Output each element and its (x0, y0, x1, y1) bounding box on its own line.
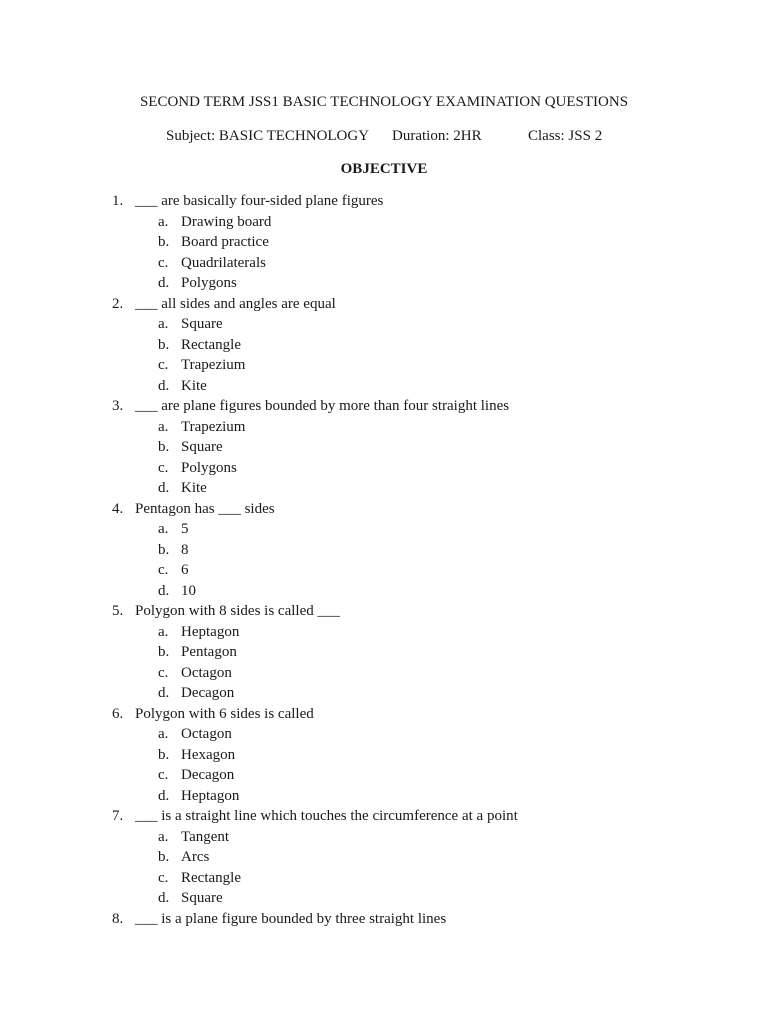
option-list (0, 622, 768, 704)
option-letter: b. (158, 541, 170, 558)
option-item (0, 663, 768, 684)
option-letter: a. (158, 213, 169, 230)
option-list (0, 417, 768, 499)
option-list (0, 827, 768, 909)
option-letter: b. (158, 644, 170, 660)
option-text: Kite (181, 377, 207, 394)
option-letter: c. (158, 459, 169, 476)
option-text: Octagon (181, 726, 232, 742)
question-number: 4. (112, 500, 124, 517)
option-letter: b. (158, 439, 170, 455)
question-row (0, 704, 768, 725)
question-number: 5. (112, 603, 124, 619)
option-text: Polygons (181, 275, 237, 291)
question-number: 8. (112, 910, 124, 927)
option-text: Heptagon (181, 787, 240, 804)
option-letter: c. (158, 254, 169, 271)
option-letter: b. (158, 336, 170, 353)
question-text: ___ are plane figures bounded by more than four straight lines (135, 398, 510, 414)
question-text: Pentagon has ___ sides (135, 500, 275, 517)
option-item (0, 786, 768, 807)
section-heading: OBJECTIVE (340, 161, 428, 177)
option-item (0, 355, 768, 376)
exam-title: SECOND TERM JSS1 BASIC TECHNOLOGY EXAMINATION QUESTIONS (139, 94, 629, 110)
option-item (0, 335, 768, 356)
option-text: Arcs (181, 849, 210, 865)
option-item (0, 437, 768, 458)
option-item (0, 581, 768, 602)
option-letter: a. (158, 521, 169, 537)
question-row (0, 191, 768, 212)
option-letter: c. (158, 562, 169, 578)
question-row (0, 601, 768, 622)
option-letter: c. (158, 357, 169, 373)
question-text: Polygon with 6 sides is called (135, 705, 314, 722)
question-text: ___ is a plane figure bounded by three straight lines (135, 910, 447, 927)
option-letter: b. (158, 746, 170, 763)
option-text: Square (181, 316, 223, 332)
option-list (0, 724, 768, 806)
question-row (0, 909, 768, 930)
question-item (0, 601, 768, 704)
option-letter: a. (158, 418, 169, 435)
question-text: Polygon with 8 sides is called ___ (135, 603, 340, 619)
option-list (0, 519, 768, 601)
option-item (0, 683, 768, 704)
option-item (0, 827, 768, 848)
option-text: Hexagon (181, 746, 236, 763)
option-item (0, 273, 768, 294)
option-item (0, 765, 768, 786)
option-text: 5 (181, 521, 189, 537)
question-item (0, 191, 768, 294)
option-letter: d. (158, 890, 170, 906)
option-text: Pentagon (181, 644, 237, 660)
option-text: Rectangle (181, 336, 241, 353)
option-text: Octagon (181, 664, 232, 681)
option-item (0, 868, 768, 889)
option-item (0, 417, 768, 438)
option-letter: d. (158, 480, 170, 496)
question-item (0, 294, 768, 397)
option-letter: a. (158, 623, 169, 640)
class-label: Class: JSS 2 (528, 128, 603, 144)
option-item (0, 622, 768, 643)
question-number: 2. (112, 295, 124, 312)
duration-label: Duration: 2HR (392, 128, 482, 144)
option-letter: a. (158, 316, 169, 332)
option-letter: d. (158, 582, 170, 599)
question-number: 6. (112, 705, 124, 722)
option-text: Tangent (181, 828, 230, 845)
question-item (0, 499, 768, 602)
option-text: Quadrilaterals (181, 254, 266, 271)
option-item (0, 540, 768, 561)
option-text: 8 (181, 541, 189, 558)
option-letter: a. (158, 828, 169, 845)
question-number: 7. (112, 808, 124, 824)
option-letter: d. (158, 685, 170, 701)
option-letter: c. (158, 664, 169, 681)
question-row (0, 396, 768, 417)
option-item (0, 888, 768, 909)
option-text: Square (181, 890, 223, 906)
question-number: 1. (112, 193, 124, 209)
option-text: Trapezium (181, 357, 246, 373)
option-text: Decagon (181, 685, 235, 701)
option-letter: a. (158, 726, 169, 742)
question-number: 3. (112, 398, 124, 414)
option-item (0, 847, 768, 868)
option-text: Board practice (181, 234, 269, 250)
option-text: Square (181, 439, 223, 455)
question-text: ___ are basically four-sided plane figures (135, 193, 384, 209)
question-text: ___ all sides and angles are equal (135, 295, 336, 312)
option-text: Rectangle (181, 869, 241, 886)
option-item (0, 253, 768, 274)
option-item (0, 314, 768, 335)
question-row (0, 499, 768, 520)
question-item (0, 396, 768, 499)
option-text: Heptagon (181, 623, 240, 640)
option-letter: c. (158, 869, 169, 886)
option-item (0, 458, 768, 479)
option-list (0, 212, 768, 294)
question-list (0, 191, 768, 929)
question-item (0, 909, 768, 930)
option-letter: d. (158, 377, 170, 394)
option-list (0, 314, 768, 396)
option-item (0, 376, 768, 397)
option-item (0, 642, 768, 663)
option-text: 6 (181, 562, 189, 578)
option-item (0, 232, 768, 253)
option-letter: b. (158, 849, 170, 865)
option-text: Polygons (181, 459, 237, 476)
option-item (0, 212, 768, 233)
option-text: Decagon (181, 767, 235, 783)
option-text: Drawing board (181, 213, 272, 230)
option-text: Trapezium (181, 418, 246, 435)
option-text: Kite (181, 480, 207, 496)
option-item (0, 724, 768, 745)
question-row (0, 806, 768, 827)
option-letter: d. (158, 787, 170, 804)
option-item (0, 745, 768, 766)
option-item (0, 519, 768, 540)
question-item (0, 806, 768, 909)
option-text: 10 (181, 582, 196, 599)
option-letter: d. (158, 275, 170, 291)
option-letter: c. (158, 767, 169, 783)
option-letter: b. (158, 234, 170, 250)
question-item (0, 704, 768, 807)
option-item (0, 478, 768, 499)
option-item (0, 560, 768, 581)
subject-label: Subject: BASIC TECHNOLOGY (166, 128, 370, 144)
question-text: ___ is a straight line which touches the circumference at a point (135, 808, 518, 824)
question-row (0, 294, 768, 315)
